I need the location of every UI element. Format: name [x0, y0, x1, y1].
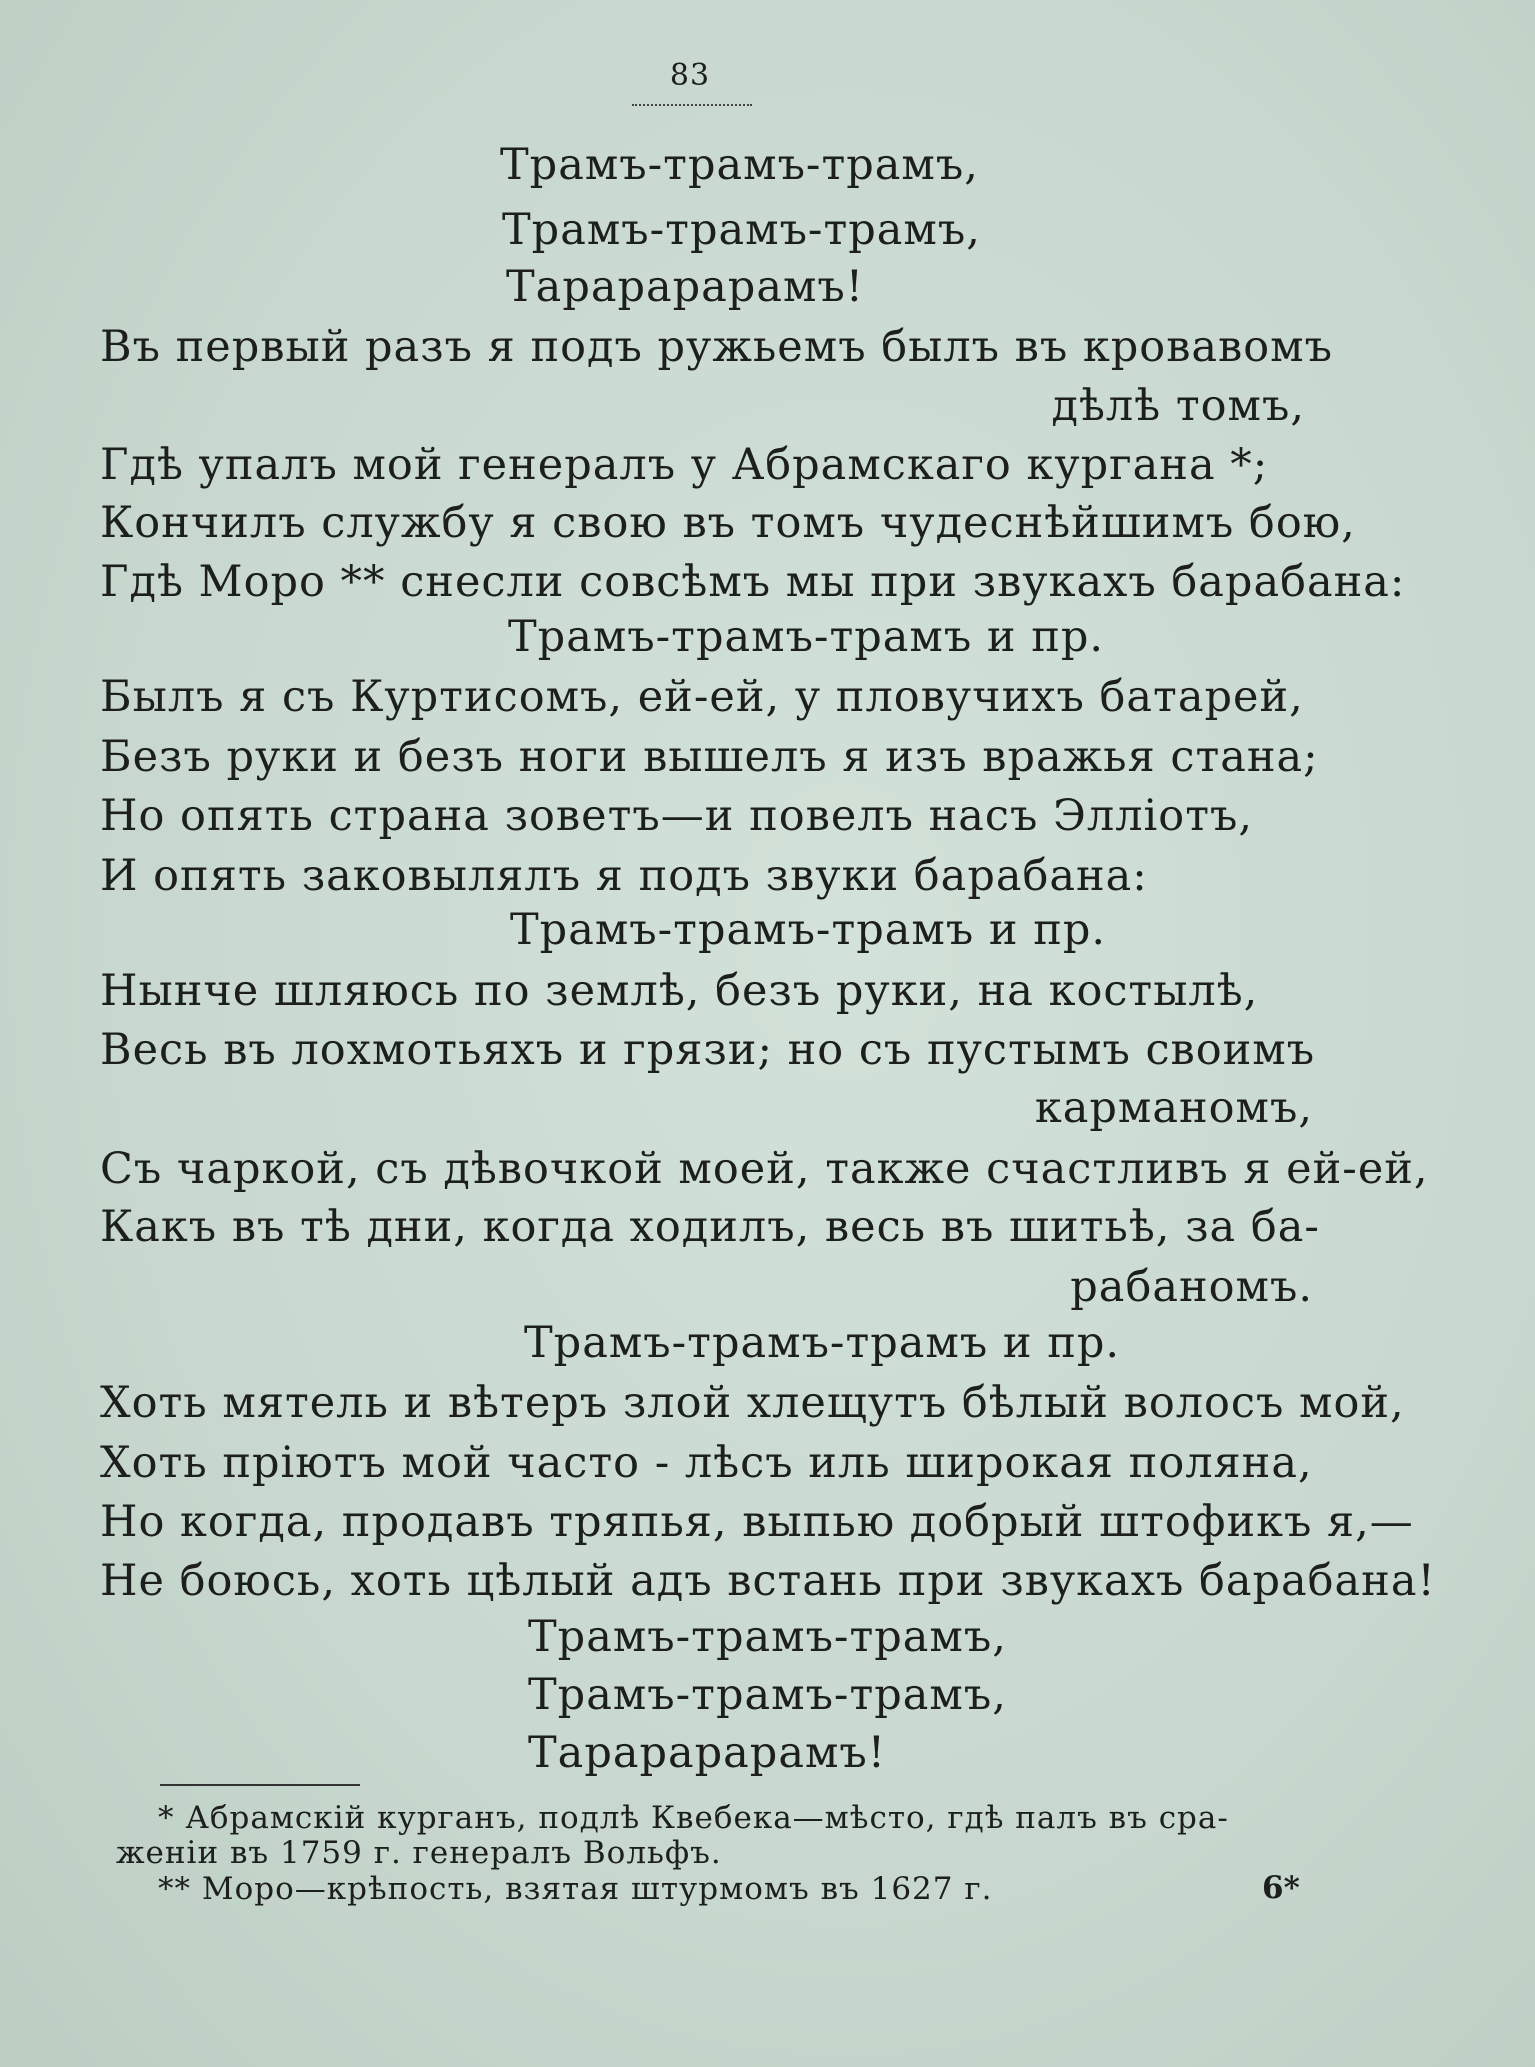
- verse-line: Хоть прiютъ мой часто - лѣсъ иль широкая поляна,: [100, 1438, 1313, 1488]
- verse-line: дѣлѣ томъ,: [1051, 381, 1305, 431]
- verse-refrain: Трамъ-трамъ-трамъ и пр.: [508, 612, 1105, 662]
- verse-line: Гдѣ Моро ** снесли совсѣмъ мы при звукахъ барабана:: [100, 557, 1406, 607]
- verse-line: Трамъ-трамъ-трамъ,: [528, 1670, 1007, 1720]
- verse-line: Но опять страна зоветъ—и повелъ насъ Эллiотъ,: [100, 791, 1254, 841]
- verse-refrain: Трамъ-трамъ-трамъ и пр.: [524, 1318, 1121, 1368]
- verse-line: Трамъ-трамъ-трамъ,: [502, 205, 981, 255]
- printer-signature-mark: 6*: [1262, 1870, 1300, 1906]
- verse-line: Не боюсь, хоть цѣлый адъ встань при звукахъ барабана!: [100, 1556, 1436, 1606]
- verse-line: Нынче шляюсь по землѣ, безъ руки, на костылѣ,: [100, 966, 1259, 1016]
- verse-line: И опять заковылялъ я подъ звуки барабана:: [100, 851, 1148, 901]
- verse-line: Гдѣ упалъ мой генералъ у Абрамскаго кургана *;: [100, 440, 1269, 490]
- verse-line: Былъ я съ Куртисомъ, ей-ей, у пловучихъ батарей,: [100, 672, 1304, 722]
- verse-line: Какъ въ тѣ дни, когда ходилъ, весь въ шитьѣ, за ба-: [100, 1202, 1320, 1252]
- verse-line: Трамъ-трамъ-трамъ,: [528, 1612, 1007, 1662]
- footnote-1: * Абрамскiй курганъ, подлѣ Квебека—мѣсто, гдѣ палъ въ сра-: [158, 1800, 1229, 1836]
- verse-line: Съ чаркой, съ дѣвочкой моей, также счастливъ я ей-ей,: [100, 1144, 1429, 1194]
- verse-line: Весь въ лохмотьяхъ и грязи; но съ пустымъ своимъ: [100, 1025, 1316, 1075]
- verse-line: рабаномъ.: [1070, 1262, 1313, 1312]
- verse-line: Безъ руки и безъ ноги вышелъ я изъ вражья стана;: [100, 732, 1319, 782]
- verse-line: Хоть мятель и вѣтеръ злой хлещутъ бѣлый волосъ мой,: [100, 1378, 1405, 1428]
- verse-line: Тарарарарамъ!: [506, 262, 865, 312]
- verse-line: Но когда, продавъ тряпья, выпью добрый штофикъ я,—: [100, 1497, 1414, 1547]
- verse-line: карманомъ,: [1034, 1083, 1313, 1133]
- page-number-rule: [632, 104, 752, 106]
- footnote-1-continued: женiи въ 1759 г. генералъ Вольфъ.: [116, 1835, 722, 1871]
- verse-refrain: Трамъ-трамъ-трамъ и пр.: [510, 905, 1107, 955]
- footnote-2: ** Моро—крѣпость, взятая штурмомъ въ 1627 г.: [158, 1871, 993, 1907]
- verse-line: Трамъ-трамъ-трамъ,: [500, 140, 979, 190]
- verse-line: Въ первый разъ я подъ ружьемъ былъ въ кровавомъ: [100, 322, 1333, 372]
- footnote-rule: [160, 1784, 360, 1786]
- verse-line: Кончилъ службу я свою въ томъ чудеснѣйшимъ бою,: [100, 498, 1356, 548]
- verse-line: Тарарарарамъ!: [528, 1728, 887, 1778]
- page-number: 83: [669, 58, 711, 93]
